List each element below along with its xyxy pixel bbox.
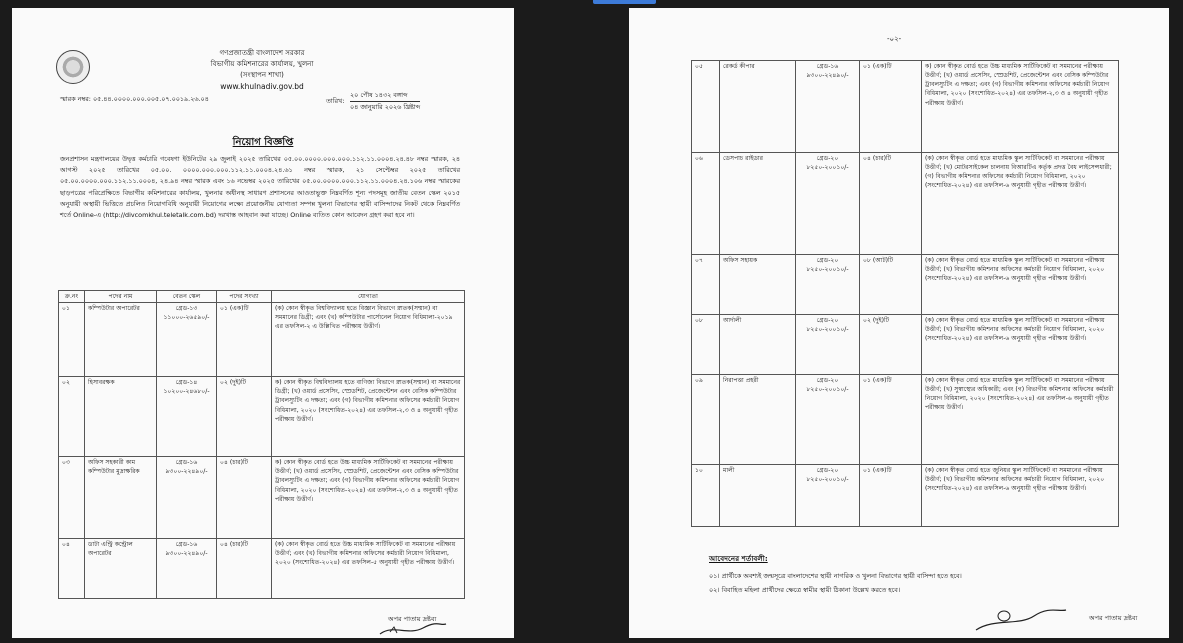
letterhead — [162, 48, 362, 92]
header-website: www.khulnadiv.gov.bd — [220, 81, 304, 91]
row-serial: ০৯ — [692, 375, 720, 465]
row-post: অফিস সহায়ক — [720, 255, 796, 315]
government-seal-icon — [56, 50, 90, 84]
row-count: ০১ (এক)টি — [217, 303, 272, 377]
row-count: ০১ (এক)টি — [860, 465, 922, 527]
table-row — [59, 377, 465, 457]
conditions-title: আবেদনের শর্তাবলী: — [709, 554, 768, 563]
row-qualification: (ক) কোন স্বীকৃত বোর্ড হতে মাধ্যমিক স্কুল সার্টিফিকেট বা সমমানের পরীক্ষায় উত্তীর্ণ; (খ) মোটরসাইকেল চালনায় বিআরটিএ কর্তৃক প্রদত্ত বৈধ লাইসেন্সধারী; (গ) বিভাগীয় কমিশনার অফিসের কর্মচারী নিয়োগ বিধিমালা, ২০২০ (সংশোধিত-২০২৪) এর তফসিল-৬ অনুযায়ী গৃহীত পরীক্ষায় উত্তীর্ণ। — [922, 153, 1119, 255]
row-serial: ০৫ — [692, 61, 720, 153]
row-scale: গ্রেড-২০ ৮২৫০-২০০১০/- — [796, 153, 860, 255]
row-count: ০১ (এক)টি — [860, 61, 922, 153]
row-serial: ১০ — [692, 465, 720, 527]
row-post: কম্পিউটার অপারেটর — [85, 303, 157, 377]
row-scale: গ্রেড-১৬ ৯৩০০-২২৪৯০/- — [796, 61, 860, 153]
row-qualification: (ক) কোন স্বীকৃত বোর্ড হতে মাধ্যমিক স্কুল সার্টিফিকেট বা সমমানের পরীক্ষায় উত্তীর্ণ; (খ) বিভাগীয় কমিশনার অফিসের কর্মচারী নিয়োগ বিধিমালা, ২০২০ (সংশোধিত-২০২৪) এর তফসিল-৬ অনুযায়ী গৃহীত পরীক্ষায় উত্তীর্ণ। — [922, 315, 1119, 375]
row-serial: ০৬ — [692, 153, 720, 255]
table-row — [692, 255, 1119, 315]
row-count: ০২ (দুই)টি — [217, 377, 272, 457]
row-scale: গ্রেড-২০ ৮২৫০-২০০১০/- — [796, 255, 860, 315]
date-block — [350, 90, 420, 113]
table-row — [692, 315, 1119, 375]
table-header-qualification: যোগ্যতা — [272, 291, 465, 303]
row-qualification: (ক) কোন স্বীকৃত বিশ্ববিদ্যালয় হতে বিজ্ঞান বিভাগে স্নাতক(সম্মান) বা সমমানের ডিগ্রী; এবং (খ) কম্পিউটার পার্সোনেল নিয়োগ বিধিমালা-২০১৯ এর তফসিল-২ এ উল্লিখিত পরীক্ষায় উত্তীর্ণ। — [272, 303, 465, 377]
table-header-count: পদের সংখ্যা — [217, 291, 272, 303]
continue-note: অপর পাতায় দ্রষ্টব্য — [388, 615, 437, 623]
row-serial: ০৮ — [692, 315, 720, 375]
date-label: তারিখ: — [326, 97, 345, 105]
row-scale: গ্রেড-১৬ ৯৩০০-২২৪৯০/- — [157, 539, 217, 599]
table-header-post: পদের নাম — [85, 291, 157, 303]
row-qualification: (ক) কোন স্বীকৃত বোর্ড হতে জুনিয়র স্কুল সার্টিফিকেট বা সমমানের পরীক্ষায় উত্তীর্ণ; (খ) বিভাগীয় কমিশনার অফিসের কর্মচারী নিয়োগ বিধিমালা, ২০২০ (সংশোধিত-২০২৪) এর তফসিল-৬ অনুযায়ী গৃহীত পরীক্ষায় উত্তীর্ণ। — [922, 465, 1119, 527]
condition-item: ০২। বিবাহিত মহিলা প্রার্থীদের ক্ষেত্রে স্বামীর স্থায়ী ঠিকানা উল্লেখ করতে হবে। — [709, 586, 901, 594]
row-count: ০৪ (চার)টি — [217, 457, 272, 539]
viewer-top-tab-indicator[interactable] — [593, 0, 656, 4]
row-serial: ০১ — [59, 303, 85, 377]
signature-mark-icon — [974, 604, 1069, 634]
row-serial: ০৭ — [692, 255, 720, 315]
row-scale: গ্রেড-২০ ৮২৫০-২০০১০/- — [796, 375, 860, 465]
row-scale: গ্রেড-১৩ ১১০০০-২৬৫৯০/- — [157, 303, 217, 377]
row-post: ডাটা এন্ট্রি কন্ট্রোল অপারেটর — [85, 539, 157, 599]
row-qualification: (ক) কোন স্বীকৃত বোর্ড হতে মাধ্যমিক স্কুল সার্টিফিকেট বা সমমানের পরীক্ষায় উত্তীর্ণ; (খ) সুস্বাস্থ্যের অধিকারী; এবং (গ) বিভাগীয় কমিশনার অফিসের কর্মচারী নিয়োগ বিধিমালা, ২০২০ (সংশোধিত-২০২৪) এর তফসিল-৬ অনুযায়ী গৃহীত পরীক্ষায় উত্তীর্ণ। — [922, 375, 1119, 465]
row-qualification: ক) কোন স্বীকৃত বোর্ড হতে উচ্চ মাধ্যমিক সার্টিফিকেট বা সমমানের পরীক্ষায় উত্তীর্ণ; (খ) ওয়ার্ড প্রসেসিং, স্প্রেডশিট, প্রেজেন্টেশন এবং বেসিক কম্পিউটার ট্রাবলস্যুটিং এ দক্ষতা; এবং (গ) বিভাগীয় কমিশনার অফিসের কর্মচারী নিয়োগ বিধিমালা, ২০২০ (সংশোধিত-২০২৪) এর তফসিল-২,৩ ও ৪ অনুযায়ী গৃহীত পরীক্ষায় উত্তীর্ণ। — [272, 457, 465, 539]
notice-title: নিয়োগ বিজ্ঞপ্তি — [232, 137, 294, 148]
memo-number: স্মারক নম্বর: ০৫.৪৪.০০০০.০০০.০০৫.০৭.০০১৯.২৬.০৪ — [60, 95, 209, 103]
header-line-1: গণপ্রজাতন্ত্রী বাংলাদেশ সরকার — [219, 49, 305, 57]
row-scale: গ্রেড-২০ ৮২৫০-২০০১০/- — [796, 315, 860, 375]
continue-note: অপর পাতায় দ্রষ্টব্য — [1089, 614, 1138, 622]
table-header-scale: বেতন স্কেল — [157, 291, 217, 303]
row-count: ০৪ (চার)টি — [217, 539, 272, 599]
condition-item: ০১। প্রার্থীকে অবশ্যই জন্মসূত্রে বাংলাদেশের স্থায়ী নাগরিক ও খুলনা বিভাগের স্থায়ী বাসিন্দা হতে হবে। — [709, 572, 962, 580]
row-count: ০২ (দুই)টি — [860, 315, 922, 375]
row-post: রেকর্ড কীপার — [720, 61, 796, 153]
row-post: ডেসপাচ রাইডার — [720, 153, 796, 255]
row-post: আর্দালী — [720, 315, 796, 375]
document-page-1 — [12, 8, 514, 638]
table-row — [59, 303, 465, 377]
row-post: নিরাপত্তা প্রহরী — [720, 375, 796, 465]
table-row — [59, 539, 465, 599]
notice-intro-paragraph: জনপ্রশাসন মন্ত্রণালয়ের উদ্বৃত্ত কর্মচারি গবেষণা ইউনিটের ২৯ জুলাই ২০২৫ তারিখের ০৫.০০.০০০০.০০০.০০০.১১২.১১.০০০৪.২৪.৪৮ নম্বর স্মারক, ২৪ আগস্ট ২০২৫ তারিখের ০৫.০০. ০০০০.০০০.০০০.১১২.১১.০০০৪.২৪.৬১ নম্বর স্মারক, ২১ সেপ্টেম্বর ২০২৫ তারিখের ০৫.০০.০০০০.০০০.১১২.১১.০০০৪, ২৪.৯৪ নম্বর স্মারক এবং ১৬ নভেম্বর ২০২৫ তারিখের ০৫.০০.০০০০.০০০.১১২.১১.০০০৪.২৪.১০৬ নম্বর স্মারকের ছাড়পত্রের পরিপ্রেক্ষিতে বিভাগীয় কমিশনারের কার্যালয়, খুলনার অধীনস্থ সাধারণ প্রশাসনের আওতাভুক্ত নিম্নবর্ণিত শূন্য পদসমূহ জাতীয় বেতন স্কেল ২০১৫ অনুযায়ী অস্থায়ী ভিত্তিতে প্রচলিত নিয়োগবিধি অনুযায়ী নিয়োগের লক্ষ্যে প্রয়োজনীয় যোগ্যতা সম্পন্ন খুলনা বিভাগের স্থায়ী বাসিন্দাদের নিকট থেকে নিম্নবর্ণিত শর্তে Online-এ (http://divcomkhul.teletalk.com.bd) দরখাস্ত আহবান করা যাচ্ছে। Online ব্যতিত কোন আবেদন গ্রহণ করা হবে না। — [60, 155, 460, 220]
row-qualification: (ক) কোন স্বীকৃত বোর্ড হতে মাধ্যমিক স্কুল সার্টিফিকেট বা সমমানের পরীক্ষায় উত্তীর্ণ; (খ) বিভাগীয় কমিশনার অফিসের কর্মচারী নিয়োগ বিধিমালা, ২০২০ (সংশোধিত-২০২৪) এর তফসিল-৬ অনুযায়ী গৃহীত পরীক্ষায় উত্তীর্ণ। — [922, 255, 1119, 315]
row-scale: গ্রেড-২০ ৮২৫০-২০০১০/- — [796, 465, 860, 527]
table-row — [692, 375, 1119, 465]
header-line-2: বিভাগীয় কমিশনারের কার্যালয়, খুলনা — [210, 59, 314, 68]
date-english: ০৪ জানুয়ারি ২০২৬ খ্রিষ্টাব্দ — [350, 102, 421, 111]
date-bangla: ২০ পৌষ ১৪৩২ বঙ্গাব্দ — [350, 91, 408, 99]
vacancy-table-page-2 — [691, 60, 1119, 527]
vacancy-table-page-1 — [58, 290, 465, 599]
row-post: অফিস সহকারী কাম কম্পিউটার মুদ্রাক্ষরিক — [85, 457, 157, 539]
row-qualification: ক) কোন স্বীকৃত বিশ্ববিদ্যালয় হতে বাণিজ্য বিভাগে স্নাতক(সম্মান) বা সমমানের ডিগ্রী; (খ) ওয়ার্ড প্রসেসিং, স্প্রেডশিট, প্রেজেন্টেশন এবং বেসিক কম্পিউটার ট্রাবলস্যুটিং এ দক্ষতা; এবং (গ) বিভাগীয় কমিশনার অফিসের কর্মচারী নিয়োগ বিধিমালা, ২০২০ (সংশোধিত-২০২৪) এর তফসিল-২,৩ ও ৪ অনুযায়ী গৃহীত পরীক্ষায় উত্তীর্ণ। — [272, 377, 465, 457]
document-page-2 — [629, 8, 1169, 638]
row-count: ০৪ (চার)টি — [860, 153, 922, 255]
row-qualification: (ক) কোন স্বীকৃত বোর্ড হতে উচ্চ মাধ্যমিক সার্টিফিকেট বা সমমানের পরীক্ষায় উত্তীর্ণ; এবং (খ) বিভাগীয় কমিশনার অফিসের কর্মচারী নিয়োগ বিধিমালা, ২০২০ (সংশোধিত-২০২৪) এর তফসিল-৫ অনুযায়ী গৃহীত পরীক্ষায় উত্তীর্ণ। — [272, 539, 465, 599]
row-scale: গ্রেড-১৪ ১০২০০-২৪৬৮০/- — [157, 377, 217, 457]
table-row — [692, 61, 1119, 153]
row-post: হিসাবরক্ষক — [85, 377, 157, 457]
row-count: ০১ (এক)টি — [860, 375, 922, 465]
table-row — [692, 153, 1119, 255]
page-number: -০২- — [887, 35, 902, 43]
row-post: মালী — [720, 465, 796, 527]
row-serial: ০২ — [59, 377, 85, 457]
row-scale: গ্রেড-১৬ ৯৩০০-২২৪৯০/- — [157, 457, 217, 539]
row-count: ০৮ (আট)টি — [860, 255, 922, 315]
table-header-serial: ক্র.নং — [59, 291, 85, 303]
signature-mark-icon — [378, 620, 448, 638]
table-row — [692, 465, 1119, 527]
row-qualification: ক) কোন স্বীকৃত বোর্ড হতে উচ্চ মাধ্যমিক সার্টিফিকেট বা সমমানের পরীক্ষায় উত্তীর্ণ; (খ) ওয়ার্ড প্রসেসিং, স্প্রেডশিট, প্রেজেন্টেশন এবং বেসিক কম্পিউটার ট্রাবলস্যুটিং এ দক্ষতা; এবং (গ) বিভাগীয় কমিশনার অফিসের কর্মচারী নিয়োগ বিধিমালা, ২০২০ (সংশোধিত-২০২৪) এর তফসিল-২,৩ ও ৪ অনুযায়ী গৃহীত পরীক্ষায় উত্তীর্ণ। — [922, 61, 1119, 153]
row-serial: ০৩ — [59, 457, 85, 539]
row-serial: ০৪ — [59, 539, 85, 599]
table-row — [59, 457, 465, 539]
header-line-3: (সংস্থাপন শাখা) — [240, 70, 284, 79]
